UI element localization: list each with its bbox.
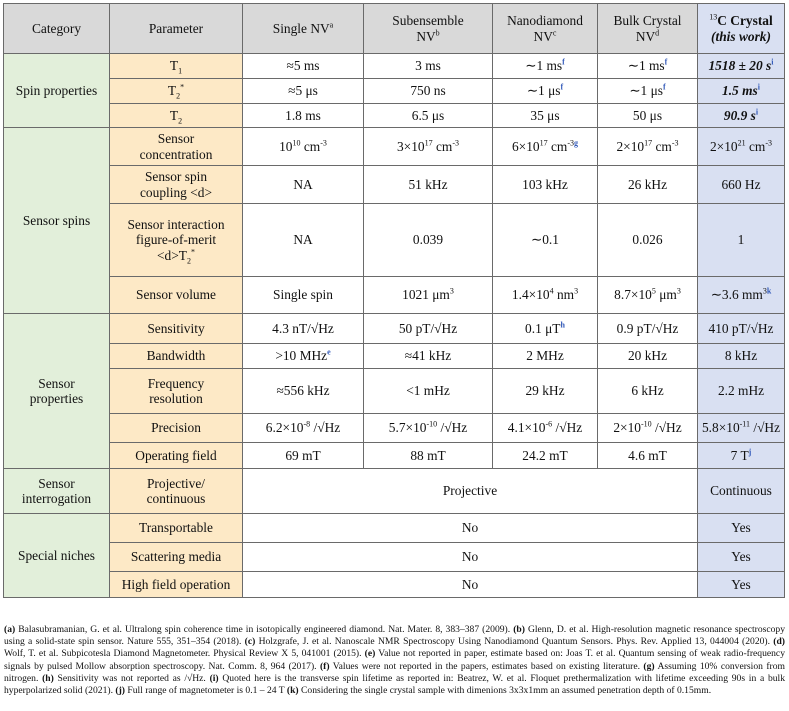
cell-volume-bulk: $8.7\times 10^5$ $\mu m^3$: [598, 277, 698, 314]
header-bulk-crystal: Bulk Crystal $NV^d$: [598, 4, 698, 54]
cell-coupling-single: NA: [243, 166, 364, 204]
cell-t2-sub: 6.5 μs: [364, 104, 493, 128]
comparison-table: [3, 3, 785, 598]
param-high-field: High field operation: [110, 572, 243, 598]
row-freq-resolution: [4, 369, 785, 414]
cell-fr-nano: 29 kHz: [493, 369, 598, 414]
cell-fom-nano: ∼0.1: [493, 204, 598, 277]
cell-t2-bulk: 50 μs: [598, 104, 698, 128]
param-precision: Precision: [110, 414, 243, 443]
cell-scattering-13c: Yes: [698, 543, 785, 572]
cell-bw-nano: 2 MHz: [493, 344, 598, 369]
row-t2: [4, 104, 785, 128]
cell-conc-nano: $6\times 10^{17}$ $cm^{-3g}$: [493, 128, 598, 166]
cell-prec-single: $6.2\times 10^{-8}$ /√Hz: [243, 414, 364, 443]
row-volume: [4, 277, 785, 314]
cell-sens-bulk: 0.9 pT/√Hz: [598, 314, 698, 344]
header-single-nv: Single $NV^a$: [243, 4, 364, 54]
param-concentration: Sensor concentration: [110, 128, 243, 166]
row-scattering-media: [4, 543, 785, 572]
cell-bw-13c: 8 kHz: [698, 344, 785, 369]
cell-transportable-13c: Yes: [698, 514, 785, 543]
cell-bw-sub: ≈41 kHz: [364, 344, 493, 369]
cell-sens-sub: 50 pT/√Hz: [364, 314, 493, 344]
cell-sens-13c: 410 pT/√Hz: [698, 314, 785, 344]
cell-t2star-single: ≈5 μs: [243, 79, 364, 104]
cell-t2-13c: 90.9 $s^i$: [698, 104, 785, 128]
cell-transportable-nv: No: [243, 514, 698, 543]
header-category: Category: [4, 4, 110, 54]
row-concentration: [4, 128, 785, 166]
cell-sens-single: 4.3 nT/√Hz: [243, 314, 364, 344]
header-parameter: Parameter: [110, 4, 243, 54]
param-t2star: $T_2^*$: [110, 79, 243, 104]
cell-t1-nano: ∼1 $ms^f$: [493, 54, 598, 79]
cell-field-single: 69 mT: [243, 443, 364, 469]
param-volume: Sensor volume: [110, 277, 243, 314]
cell-conc-sub: $3\times 10^{17}$ $cm^{-3}$: [364, 128, 493, 166]
cell-conc-13c: $2\times 10^{21}$ $cm^{-3}$: [698, 128, 785, 166]
row-t1: [4, 54, 785, 79]
cell-prec-13c: $5.8\times 10^{-11}$ /√Hz: [698, 414, 785, 443]
row-coupling: [4, 166, 785, 204]
cell-prec-bulk: $2\times 10^{-10}$ /√Hz: [598, 414, 698, 443]
cell-fr-bulk: 6 kHz: [598, 369, 698, 414]
cell-volume-13c: ∼3.6 $mm^{3k}$: [698, 277, 785, 314]
cell-t1-13c: 1518 ± 20 $s^i$: [698, 54, 785, 79]
cell-fr-single: ≈556 kHz: [243, 369, 364, 414]
cell-t2-nano: 35 μs: [493, 104, 598, 128]
cell-high-field-nv: No: [243, 572, 698, 598]
cell-t2star-bulk: ∼1 $\mu s^f$: [598, 79, 698, 104]
category-special-niches: Special niches: [4, 514, 110, 598]
cell-volume-single: Single spin: [243, 277, 364, 314]
cell-fr-sub: <1 mHz: [364, 369, 493, 414]
row-high-field: [4, 572, 785, 598]
row-interrogation: [4, 469, 785, 514]
cell-coupling-nano: 103 kHz: [493, 166, 598, 204]
param-t1: $T_1$: [110, 54, 243, 79]
cell-field-bulk: 4.6 mT: [598, 443, 698, 469]
cell-field-13c: 7 $T^j$: [698, 443, 785, 469]
cell-t2-single: 1.8 ms: [243, 104, 364, 128]
cell-fom-bulk: 0.026: [598, 204, 698, 277]
cell-interrogation-nv: Projective: [243, 469, 698, 514]
cell-coupling-sub: 51 kHz: [364, 166, 493, 204]
param-projective-continuous: Projective/ continuous: [110, 469, 243, 514]
param-figure-of-merit: Sensor interaction figure-of-merit $<d>T_2^*$: [110, 204, 243, 277]
cell-t2star-sub: 750 ns: [364, 79, 493, 104]
references: (a) Balasubramanian, G. et al. Ultralong spin coherence time in isotopically engineered diamond. Nat. Mater. 8, 383–387 (2009). (b) Glenn, D. et al. High-resolution magnetic resonance spectroscopy using a solid-state spin sensor. Nature 555, 351–354 (2018). (c) Holzgrafe, J. et al. Nanoscale NMR Spectroscopy Using Nanodiamond Quantum Sensors. Phys. Rev. Applied 13, 044004 (2020). (d) Wolf, T. et al. Subpicotesla Diamond Magnetometer. Physical Review X 5, 041001 (2015). (e) Value not reported in paper, estimate based on: Joas T. et al. Quantum sensing of weak radio-frequency signals by pulsed Mollow absorption spectroscopy. Nat. Comm. 8, 964 (2017). (f) Values were not reported in the papers, estimates based on existing literature. (g) Assuming 10% conversion from nitrogen. (h) Sensitivity was not reported as /√Hz. (i) Quoted here is the transverse spin lifetime as reported in: Beatrez, W. et al. Floquet prethermalization with lifetime exceeding 90s in a bulk hyperpolarized solid (2021). (j) Full range of magnetometer is 0.1 – 24 T (k) Considering the single crystal sample with dimenions 3x3x1mm an assumed penetration depth of 0.15mm.: [4, 624, 786, 696]
cell-interrogation-13c: Continuous: [698, 469, 785, 514]
cell-bw-bulk: 20 kHz: [598, 344, 698, 369]
cell-bw-single: >10 MHz$^e$: [243, 344, 364, 369]
cell-prec-nano: $4.1\times 10^{-6}$ /√Hz: [493, 414, 598, 443]
cell-t2star-nano: ∼1 $\mu s^f$: [493, 79, 598, 104]
category-sensor-interrogation: Sensor interrogation: [4, 469, 110, 514]
param-operating-field: Operating field: [110, 443, 243, 469]
row-figure-of-merit: [4, 204, 785, 277]
header-nanodiamond: Nanodiamond $NV^c$: [493, 4, 598, 54]
cell-fom-sub: 0.039: [364, 204, 493, 277]
cell-coupling-13c: 660 Hz: [698, 166, 785, 204]
param-t2: $T_2$: [110, 104, 243, 128]
cell-t2star-13c: 1.5 $ms^i$: [698, 79, 785, 104]
param-scattering-media: Scattering media: [110, 543, 243, 572]
category-sensor-spins: Sensor spins: [4, 128, 110, 314]
param-sensitivity: Sensitivity: [110, 314, 243, 344]
cell-fom-single: NA: [243, 204, 364, 277]
cell-fr-13c: 2.2 mHz: [698, 369, 785, 414]
row-bandwidth: [4, 344, 785, 369]
cell-t1-single: ≈5 ms: [243, 54, 364, 79]
param-freq-resolution: Frequency resolution: [110, 369, 243, 414]
cell-prec-sub: $5.7\times 10^{-10}$ /√Hz: [364, 414, 493, 443]
param-coupling: Sensor spin coupling <d>: [110, 166, 243, 204]
header-subensemble: Subensemble $NV^b$: [364, 4, 493, 54]
cell-field-nano: 24.2 mT: [493, 443, 598, 469]
cell-field-sub: 88 mT: [364, 443, 493, 469]
category-spin-properties: Spin properties: [4, 54, 110, 128]
row-sensitivity: [4, 314, 785, 344]
row-precision: [4, 414, 785, 443]
row-transportable: [4, 514, 785, 543]
cell-volume-nano: $1.4\times 10^4$ $nm^3$: [493, 277, 598, 314]
cell-high-field-13c: Yes: [698, 572, 785, 598]
cell-t1-bulk: ∼1 $ms^f$: [598, 54, 698, 79]
row-t2star: [4, 79, 785, 104]
param-transportable: Transportable: [110, 514, 243, 543]
header-13c-crystal: $^{13}$C Crystal (this work): [698, 4, 785, 54]
cell-t1-sub: 3 ms: [364, 54, 493, 79]
cell-sens-nano: 0.1 $\mu T^h$: [493, 314, 598, 344]
row-operating-field: [4, 443, 785, 469]
param-bandwidth: Bandwidth: [110, 344, 243, 369]
cell-coupling-bulk: 26 kHz: [598, 166, 698, 204]
cell-volume-sub: 1021 $\mu m^3$: [364, 277, 493, 314]
cell-scattering-nv: No: [243, 543, 698, 572]
cell-conc-single: $10^{10}$ $cm^{-3}$: [243, 128, 364, 166]
cell-fom-13c: 1: [698, 204, 785, 277]
header-row: [4, 4, 785, 54]
cell-conc-bulk: $2\times 10^{17}$ $cm^{-3}$: [598, 128, 698, 166]
category-sensor-properties: Sensor properties: [4, 314, 110, 469]
